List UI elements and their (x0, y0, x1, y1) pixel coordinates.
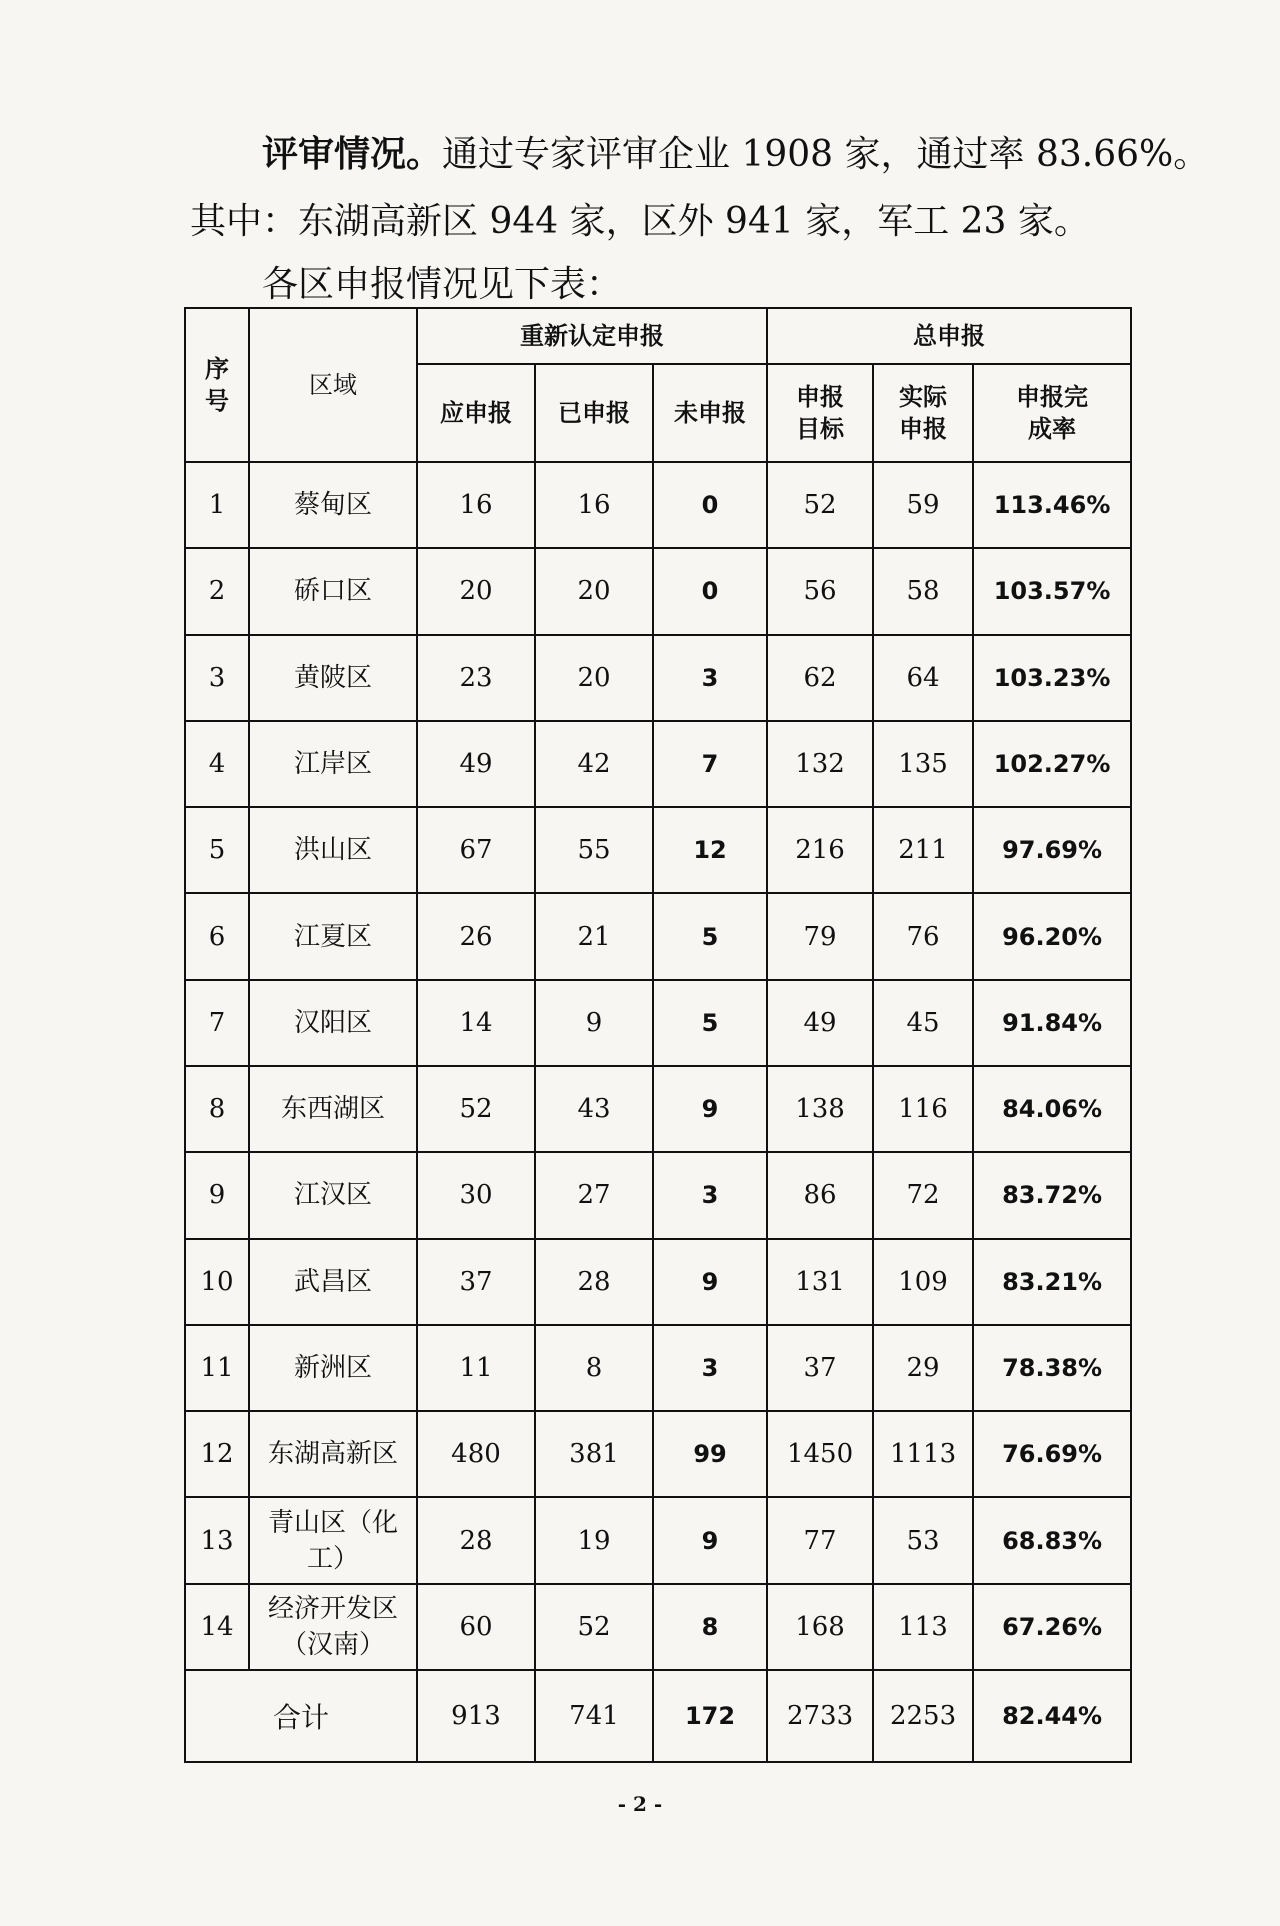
cell-region: 江岸区 (249, 721, 417, 807)
cell-due: 480 (417, 1411, 535, 1497)
cell-unfiled: 3 (653, 1325, 767, 1411)
cell-unfiled: 12 (653, 807, 767, 893)
table-row (185, 807, 1131, 893)
cell-filed: 19 (535, 1497, 653, 1583)
cell-actual: 58 (873, 548, 973, 634)
cell-actual: 113 (873, 1584, 973, 1670)
cell-filed: 381 (535, 1411, 653, 1497)
cell-actual: 45 (873, 980, 973, 1066)
cell-actual: 53 (873, 1497, 973, 1583)
cell-rate: 103.23% (973, 635, 1131, 721)
header-due: 应申报 (417, 364, 535, 462)
review-breakdown: 其中：东湖高新区 944 家，区外 941 家，军工 23 家。 (190, 201, 1090, 242)
header-total-group: 总申报 (767, 308, 1131, 364)
cell-target: 56 (767, 548, 873, 634)
cell-region: 经济开发区（汉南） (249, 1584, 417, 1670)
cell-filed: 42 (535, 721, 653, 807)
cell-region: 江夏区 (249, 893, 417, 979)
table-row (185, 721, 1131, 807)
cell-unfiled: 3 (653, 1152, 767, 1238)
cell-filed: 20 (535, 635, 653, 721)
review-lead: 评审情况。 (262, 134, 443, 175)
cell-region: 硚口区 (249, 548, 417, 634)
table-row (185, 980, 1131, 1066)
header-rate: 申报完成率 (973, 364, 1131, 462)
cell-seq: 5 (185, 807, 249, 893)
cell-unfiled: 0 (653, 548, 767, 634)
cell-rate: 68.83% (973, 1497, 1131, 1583)
cell-filed: 27 (535, 1152, 653, 1238)
cell-rate: 102.27% (973, 721, 1131, 807)
cell-target: 138 (767, 1066, 873, 1152)
cell-target: 1450 (767, 1411, 873, 1497)
cell-actual: 1113 (873, 1411, 973, 1497)
cell-target: 79 (767, 893, 873, 979)
cell-seq: 10 (185, 1239, 249, 1325)
table-row (185, 1497, 1131, 1583)
cell-region: 青山区（化工） (249, 1497, 417, 1583)
cell-rate: 78.38% (973, 1325, 1131, 1411)
cell-due: 16 (417, 462, 535, 548)
cell-seq: 6 (185, 893, 249, 979)
cell-filed: 8 (535, 1325, 653, 1411)
total-actual: 2253 (873, 1670, 973, 1762)
cell-actual: 64 (873, 635, 973, 721)
cell-unfiled: 9 (653, 1497, 767, 1583)
header-unfiled: 未申报 (653, 364, 767, 462)
header-filed: 已申报 (535, 364, 653, 462)
cell-actual: 116 (873, 1066, 973, 1152)
review-text: 通过专家评审企业 1908 家，通过率 83.66%。 (442, 134, 1210, 175)
cell-target: 168 (767, 1584, 873, 1670)
cell-rate: 113.46% (973, 462, 1131, 548)
cell-rate: 91.84% (973, 980, 1131, 1066)
cell-target: 37 (767, 1325, 873, 1411)
table-row (185, 1066, 1131, 1152)
cell-region: 武昌区 (249, 1239, 417, 1325)
cell-due: 67 (417, 807, 535, 893)
table-row (185, 462, 1131, 548)
cell-due: 60 (417, 1584, 535, 1670)
cell-target: 132 (767, 721, 873, 807)
cell-seq: 2 (185, 548, 249, 634)
cell-unfiled: 5 (653, 893, 767, 979)
cell-seq: 8 (185, 1066, 249, 1152)
cell-rate: 67.26% (973, 1584, 1131, 1670)
cell-actual: 211 (873, 807, 973, 893)
cell-region: 蔡甸区 (249, 462, 417, 548)
cell-region: 江汉区 (249, 1152, 417, 1238)
header-recert-group: 重新认定申报 (417, 308, 767, 364)
cell-unfiled: 7 (653, 721, 767, 807)
cell-actual: 59 (873, 462, 973, 548)
cell-due: 26 (417, 893, 535, 979)
cell-seq: 3 (185, 635, 249, 721)
district-report-table (184, 307, 1132, 1763)
table-row (185, 893, 1131, 979)
cell-actual: 29 (873, 1325, 973, 1411)
cell-rate: 76.69% (973, 1411, 1131, 1497)
cell-region: 新洲区 (249, 1325, 417, 1411)
cell-rate: 97.69% (973, 807, 1131, 893)
cell-unfiled: 0 (653, 462, 767, 548)
cell-due: 49 (417, 721, 535, 807)
review-paragraph (262, 135, 1262, 175)
cell-seq: 14 (185, 1584, 249, 1670)
total-filed: 741 (535, 1670, 653, 1762)
table-body (185, 462, 1131, 1670)
cell-filed: 20 (535, 548, 653, 634)
cell-filed: 52 (535, 1584, 653, 1670)
table-row (185, 1239, 1131, 1325)
cell-due: 11 (417, 1325, 535, 1411)
cell-due: 52 (417, 1066, 535, 1152)
total-row (185, 1670, 1131, 1762)
header-region: 区域 (249, 308, 417, 462)
total-due: 913 (417, 1670, 535, 1762)
cell-unfiled: 8 (653, 1584, 767, 1670)
cell-unfiled: 5 (653, 980, 767, 1066)
cell-due: 20 (417, 548, 535, 634)
cell-due: 14 (417, 980, 535, 1066)
cell-rate: 96.20% (973, 893, 1131, 979)
cell-seq: 12 (185, 1411, 249, 1497)
total-label: 合计 (185, 1670, 417, 1762)
cell-filed: 16 (535, 462, 653, 548)
cell-unfiled: 9 (653, 1239, 767, 1325)
table-row (185, 1152, 1131, 1238)
table-row (185, 548, 1131, 634)
table-intro: 各区申报情况见下表： (262, 264, 623, 305)
cell-actual: 76 (873, 893, 973, 979)
cell-seq: 7 (185, 980, 249, 1066)
cell-filed: 9 (535, 980, 653, 1066)
cell-rate: 84.06% (973, 1066, 1131, 1152)
cell-actual: 72 (873, 1152, 973, 1238)
cell-actual: 109 (873, 1239, 973, 1325)
cell-region: 黄陂区 (249, 635, 417, 721)
cell-target: 216 (767, 807, 873, 893)
table-row (185, 1325, 1131, 1411)
cell-seq: 9 (185, 1152, 249, 1238)
cell-filed: 28 (535, 1239, 653, 1325)
cell-due: 23 (417, 635, 535, 721)
cell-seq: 1 (185, 462, 249, 548)
cell-seq: 4 (185, 721, 249, 807)
page-number: - 2 - (617, 1792, 663, 1816)
header-actual: 实际申报 (873, 364, 973, 462)
cell-region: 洪山区 (249, 807, 417, 893)
cell-rate: 83.72% (973, 1152, 1131, 1238)
cell-actual: 135 (873, 721, 973, 807)
cell-unfiled: 99 (653, 1411, 767, 1497)
cell-due: 37 (417, 1239, 535, 1325)
cell-seq: 13 (185, 1497, 249, 1583)
cell-filed: 21 (535, 893, 653, 979)
cell-unfiled: 9 (653, 1066, 767, 1152)
cell-region: 东湖高新区 (249, 1411, 417, 1497)
cell-target: 77 (767, 1497, 873, 1583)
cell-region: 汉阳区 (249, 980, 417, 1066)
table-row (185, 1411, 1131, 1497)
cell-region: 东西湖区 (249, 1066, 417, 1152)
total-unfiled: 172 (653, 1670, 767, 1762)
cell-rate: 103.57% (973, 548, 1131, 634)
total-target: 2733 (767, 1670, 873, 1762)
cell-due: 28 (417, 1497, 535, 1583)
cell-target: 131 (767, 1239, 873, 1325)
cell-target: 52 (767, 462, 873, 548)
cell-target: 62 (767, 635, 873, 721)
cell-due: 30 (417, 1152, 535, 1238)
cell-target: 86 (767, 1152, 873, 1238)
cell-unfiled: 3 (653, 635, 767, 721)
header-seq: 序号 (185, 308, 249, 462)
total-rate: 82.44% (973, 1670, 1131, 1762)
table-row (185, 1584, 1131, 1670)
cell-filed: 43 (535, 1066, 653, 1152)
cell-target: 49 (767, 980, 873, 1066)
cell-seq: 11 (185, 1325, 249, 1411)
table-row (185, 635, 1131, 721)
cell-rate: 83.21% (973, 1239, 1131, 1325)
header-target: 申报目标 (767, 364, 873, 462)
cell-filed: 55 (535, 807, 653, 893)
